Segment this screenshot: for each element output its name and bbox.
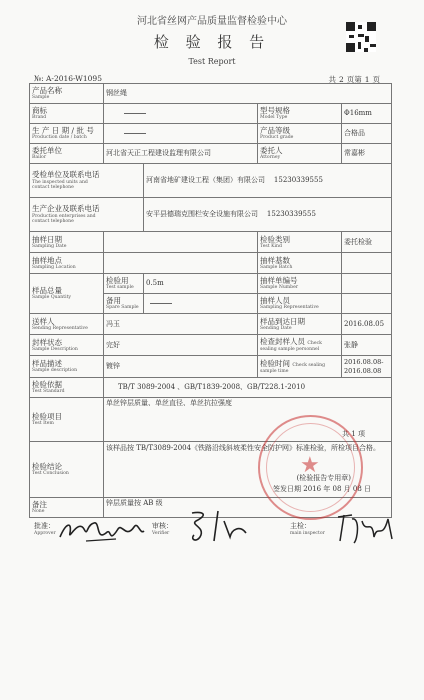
row-producer: 生产企业及联系电话 Production enterprises and contact telephone 安平县德瑞克围栏安全设施有限公司 15230339555: [30, 198, 392, 232]
blank-dash: [124, 113, 146, 114]
row-bailor: 委托单位 Bailor 河北省天正工程建设监理有限公司 委托人 Attorney 常嘉彬: [30, 144, 392, 164]
blank-dash: [124, 133, 146, 134]
row-quantity-test: 样品总量 Sample Quantity 检验用 Test sample 0.5m 抽样单编号 Sample Number: [30, 274, 392, 294]
row-standard: 检验依据 Test Standard TB/T 3089-2004 、GB/T1839-2008、GB/T228.1-2010: [30, 378, 392, 398]
row-inspected-unit: 受检单位及联系电话 The inspected units and contact telephone 河南省地矿建设工程（集团）有限公司 15230339555: [30, 164, 392, 198]
row-remarks: 备注 None 锌层质量按 AB 级: [30, 498, 392, 518]
signature-row: [34, 521, 394, 551]
official-seal: ★: [258, 415, 363, 520]
qr-code-icon: [346, 22, 376, 52]
org-name: 河北省丝网产品质量监督检验中心: [137, 16, 287, 27]
inspector-signature: [332, 509, 398, 549]
row-description: 样品描述 Sample description 镀锌 检验时间 Check sealing sample time 2016.08.08-2016.08.08: [30, 356, 392, 378]
row-brand: 商标 Brand 型号规格 Model Type Φ16mm: [30, 104, 392, 124]
row-conclusion: 检验结论 Test Conclusion 该样品按 TB/T3089-2004《铁路沿线斜坡柔性安全防护网》标准检验，所检项目合格。 (检验报告专用章) 签发日期 2016 年 08 月 08 日: [30, 442, 392, 498]
row-sampling-location: 抽样地点 Sampling Location 抽样基数 Sample Batch: [30, 253, 392, 274]
row-seal: 封样状态 Sample Description 完好 检查封样人员 Check sealing sample personnel 张静: [30, 335, 392, 356]
approver-label: 批准： Approver: [34, 522, 56, 536]
row-production: 生 产 日 期 / 批 号 Production date / batch 产品等级 Product grade 合格品: [30, 124, 392, 144]
row-test-items: 检验项目 Test Item 单丝锌层质量、单丝直径、单丝抗拉强度 共 1 项: [30, 398, 392, 442]
approver-signature: [56, 515, 146, 549]
inspector-label: 主检： main inspector: [290, 522, 325, 536]
report-number: №: A-2016-W1095: [34, 74, 102, 83]
title-en: Test Report: [188, 57, 236, 66]
verifier-label: 审核： Verifier: [152, 522, 173, 536]
row-sampling-date: 抽样日期 Sampling Date 检验类别 Test Kind 委托检验: [30, 232, 392, 253]
row-sample: 产品名称 Sample 钢丝绳: [30, 84, 392, 104]
row-sender: 送样人 Sending Representative 冯玉 样品到达日期 Sending Date 2016.08.05: [30, 314, 392, 335]
verifier-signature: [184, 507, 254, 547]
row-quantity-spare: 备用 Spare Sample 抽样人员 Sampling Representative: [30, 294, 392, 314]
title-cn: 检 验 报 告: [153, 33, 271, 51]
blank-dash: [150, 303, 172, 304]
page-count: 共 2 页第 1 页: [328, 75, 380, 84]
